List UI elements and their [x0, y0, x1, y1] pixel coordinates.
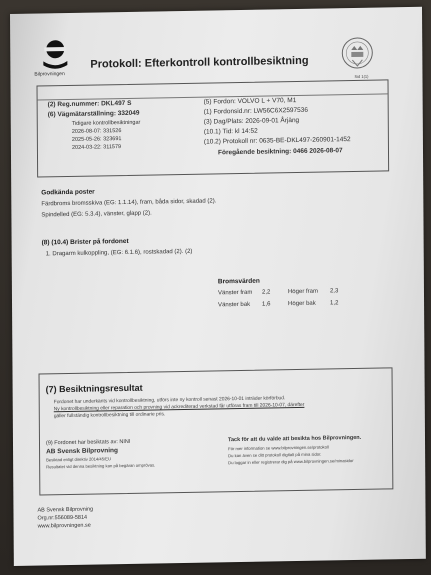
- brake-right-rear-value: 1,2: [330, 300, 339, 307]
- prev-inspection-1: 2026-08-07: 331526: [71, 128, 122, 135]
- inspection-result-box: [39, 367, 394, 495]
- defects-heading: (8) (10.4) Brister på fordonet: [41, 237, 129, 247]
- brake-left-rear-label: Vänster bak: [218, 301, 251, 309]
- footer-org-number: Org.nr:556089-5814: [37, 514, 88, 522]
- prev-inspection-3: 2024-03-22: 311579: [71, 144, 122, 151]
- defect-item-1: 1. Dragarm kulkoppling, (EG: 6.1.6), rostskadad (2). (2): [45, 248, 193, 258]
- thanks-message: Tack för att du valde att besikta hos Bilprovningen.: [227, 434, 362, 444]
- brake-left-front-label: Vänster fram: [217, 289, 253, 297]
- result-line-2: Ny kontrollbesiktning eller reparation och provning vid ackrediterad verkstad får utföras fram till 2026-10-07, därefter: [53, 402, 305, 413]
- brakes-heading: Bromsvärden: [217, 277, 260, 286]
- approved-heading: Godkända poster: [41, 188, 95, 197]
- date-place: (3) Dag/Plats: 2026-09-01 Årjäng: [203, 116, 300, 126]
- protocol-number: (10.2) Protokoll nr: 0635-BE-DKL497-260901-1452: [203, 136, 351, 146]
- logo-label: Bilprovningen: [34, 71, 65, 78]
- result-appeal: Resultatet vid denna besiktning kan på begäran omprövas.: [46, 462, 156, 470]
- vehicle-id-number: (1) Fordonsid.nr: LW56C6X2597536: [203, 106, 309, 116]
- info-line-1: För mer information se www.bilprovningen.se/protokoll: [228, 444, 329, 452]
- inspection-time: (10.1) Tid: kl 14:52: [203, 127, 258, 136]
- page-number: Sid 1(1): [354, 73, 369, 79]
- brake-left-front-value: 2,2: [261, 289, 271, 296]
- result-line-1: Fordonet har underkänts vid kontrollbesiktning, utförs inte ny kontroll senast 2026-10-01 inträder körförbud.: [53, 396, 286, 406]
- inspected-by: (9) Fordonet har besiktats av: NINI: [45, 438, 131, 447]
- previous-inspection: Föregående besiktning: 0466 2026-08-07: [217, 147, 343, 157]
- approved-item-1: Färdbroms bromsskiva (EG: 1.1.14), fram, båda sidor, skadad (2).: [41, 198, 217, 208]
- prev-inspections-label: Tidigare kontrollbesiktningar: [71, 119, 141, 127]
- approved-item-2: Spindelled (EG: 5.3.4), vänster, glapp (2).: [41, 210, 152, 219]
- inspection-protocol-document: [10, 7, 426, 566]
- brake-right-front-label: Höger fram: [287, 288, 319, 296]
- prev-inspection-2: 2025-05-26: 323691: [71, 136, 122, 143]
- result-directive: Besiktad enligt direktiv 2014/45/EU: [46, 456, 112, 463]
- brake-right-rear-label: Höger bak: [288, 300, 316, 308]
- footer-company: AB Svensk Bilprovning: [37, 506, 94, 514]
- brake-right-front-value: 2,3: [329, 288, 339, 295]
- reg-number: (2) Reg.nummer: DKL497 S: [47, 99, 132, 109]
- bilprovningen-logo-icon: [40, 37, 70, 72]
- info-line-2: Du kan även se ditt protokoll digitalt på mina sidor.: [228, 451, 322, 459]
- result-line-3: gäller fullständig kontrollbesiktning till ordinarie pris.: [53, 412, 166, 420]
- document-title: Protokoll: Efterkontroll kontrollbesiktning: [90, 54, 309, 71]
- vehicle-model: (5) Fordon: VOLVO L + V70, M1: [203, 97, 297, 106]
- info-line-3: Du loggar in eller registrerar dig på www.bilprovningen.se/minasidor: [228, 458, 354, 466]
- result-company: AB Svensk Bilprovning: [46, 447, 118, 456]
- result-title: (7) Besiktningsresultat: [45, 382, 143, 395]
- odometer: (6) Vägmätarställning: 332049: [47, 109, 140, 119]
- brake-left-rear-value: 1,6: [262, 301, 271, 308]
- footer-website: www.bilprovningen.se: [37, 522, 91, 530]
- vehicle-info-box: [37, 79, 390, 177]
